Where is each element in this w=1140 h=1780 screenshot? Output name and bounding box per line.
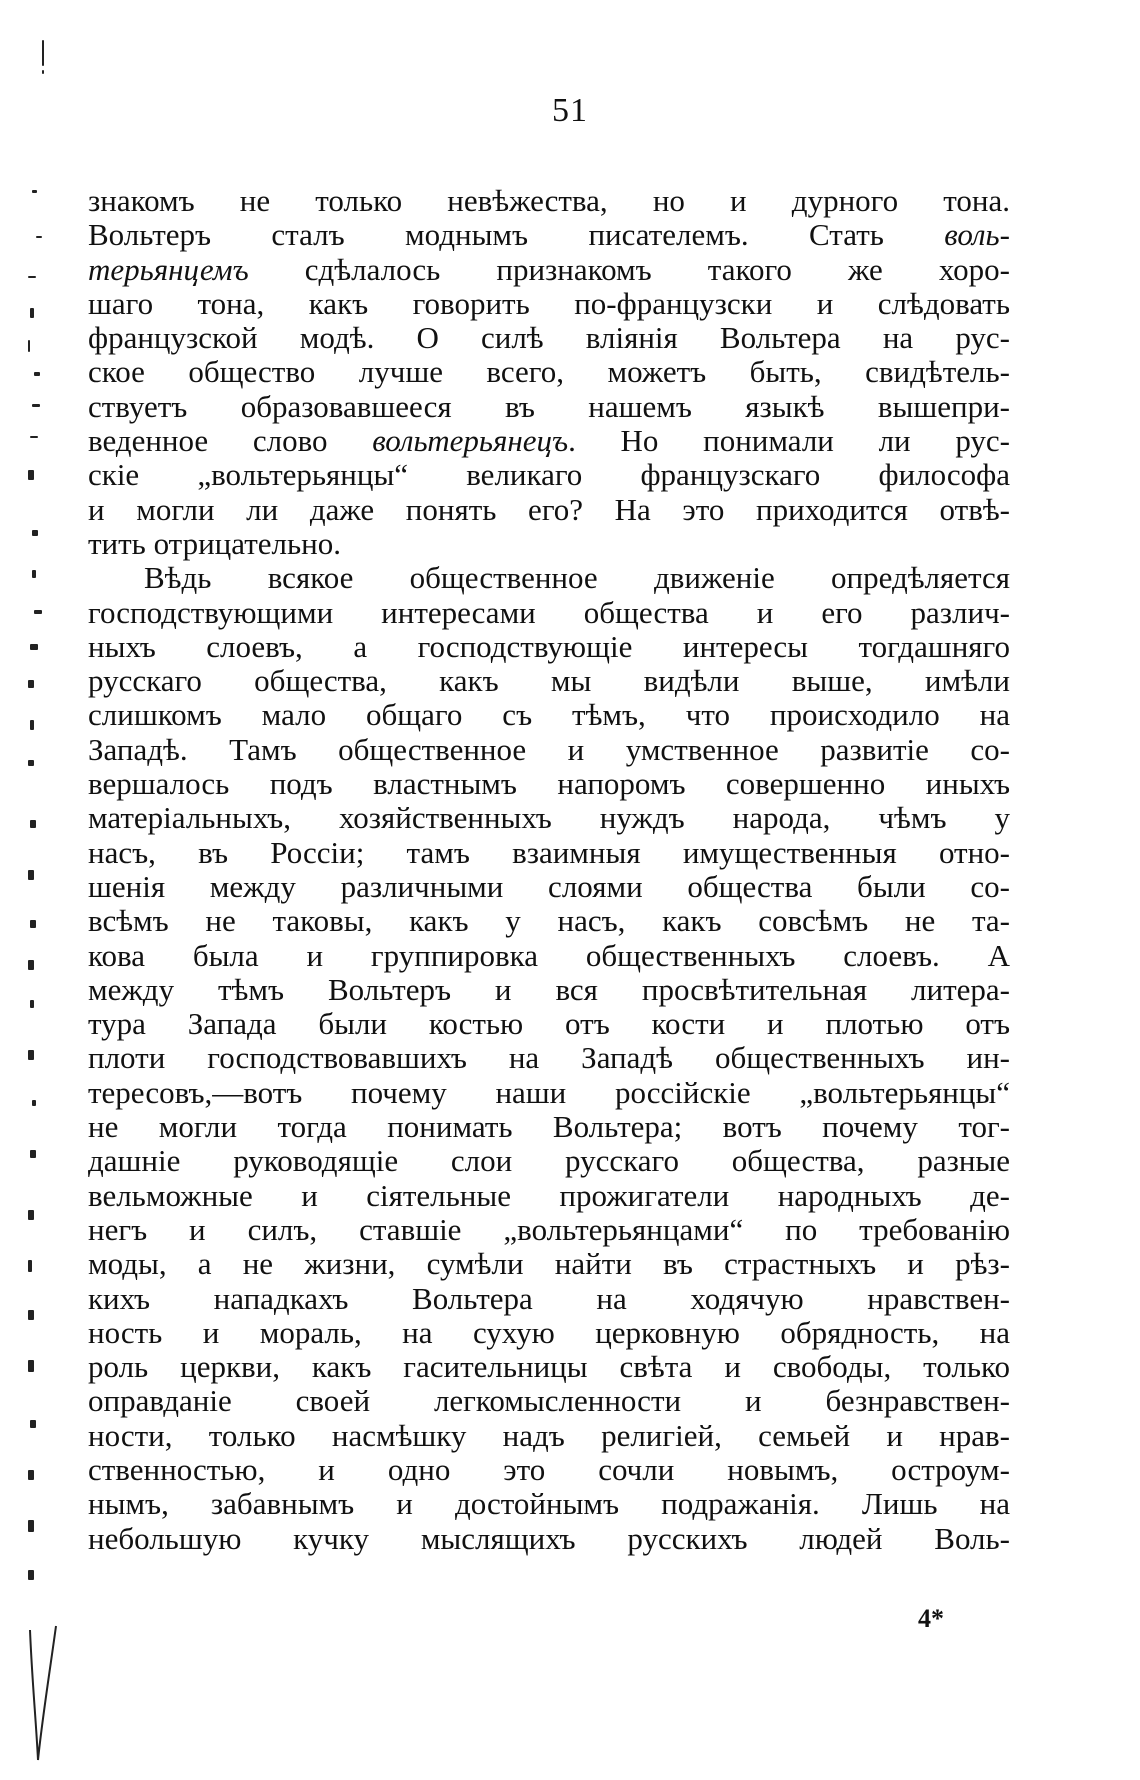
margin-scan-marks [14,40,54,1760]
text-line: французской модѣ. О силѣ вліянія Вольтера на рус- [88,320,1010,356]
text-line: насъ, въ Россіи; тамъ взаимныя имущественныя отно- [88,834,1010,870]
text-line: шаго тона, какъ говорить по-французски и слѣдовать [88,285,1010,321]
text-line: матеріальныхъ, хозяйственныхъ нуждъ народа, чѣмъ у [88,800,1010,836]
text-line: господствующими интересами общества и его различ- [88,594,1010,630]
text-line: Вѣдь всякое общественное движеніе опредѣляется [144,560,1010,596]
text-line: не могли тогда понимать Вольтера; вотъ почему тог- [88,1109,1010,1145]
page-number: 51 [552,92,588,129]
text-line: ское общество лучше всего, можетъ быть, свидѣтель- [88,354,1010,390]
text-line: всѣмъ не таковы, какъ у насъ, какъ совсѣмъ не та- [88,903,1010,939]
text-line: ствуетъ образовавшееся въ нашемъ языкѣ вышепри- [88,388,1010,424]
italic-term: воль- [944,217,1010,253]
text-line: ственностью, и одно это сочли новымъ, остроум- [88,1451,1010,1487]
signature-mark: 4* [918,1604,944,1633]
pencil-mark [26,1620,66,1770]
text-line: ность и мораль, на сухую церковную обрядность, на [88,1314,1010,1350]
text-span: . Но понимали ли рус- [568,423,1011,459]
text-line: шенія между различными слоями общества были со- [88,868,1010,904]
text-line: кихъ нападкахъ Вольтера на ходячую нравствен- [88,1280,1010,1316]
text-line: тура Запада были костью отъ кости и плотью отъ [88,1006,1010,1042]
text-line: моды, а не жизни, сумѣли найти въ страстныхъ и рѣз- [88,1246,1010,1282]
text-line: плоти господствовавшихъ на Западѣ общественныхъ ин- [88,1040,1010,1076]
text-line: дашніе руководящіе слои русскаго общества, разные [88,1143,1010,1179]
text-span: веденное слово [88,423,373,459]
text-line: русскаго общества, какъ мы видѣли выше, имѣли [88,663,1010,699]
italic-term: вольтерьянецъ [372,423,569,459]
text-line: оправданіе своей легкомысленности и безнравствен- [88,1383,1010,1419]
text-line: ныхъ слоевъ, а господствующіе интересы тогдашняго [88,628,1010,664]
text-line: вершалось подъ властнымъ напоромъ совершенно иныхъ [88,766,1010,802]
text-line: тить отрицательно. [88,525,341,561]
text-line: слишкомъ мало общаго съ тѣмъ, что происходило на [88,697,1010,733]
body-text [88,184,1010,1556]
text-line: скіе „вольтерьянцы“ великаго французскаго философа [88,457,1010,493]
text-line [88,218,1010,252]
text-line: небольшую кучку мыслящихъ русскихъ людей Воль- [88,1520,1010,1556]
text-line: ности, только насмѣшку надъ религіей, семьей и нрав- [88,1417,1010,1453]
text-line: кова была и группировка общественныхъ слоевъ. А [88,937,1010,973]
text-line: роль церкви, какъ гасительницы свѣта и свободы, только [88,1349,1010,1385]
text-line: и могли ли даже понять его? На это приходится отвѣ- [88,491,1010,527]
text-line [88,253,1010,287]
text-line: негъ и силъ, ставшіе „вольтерьянцами“ по требованію [88,1211,1010,1247]
italic-term: терьянцемъ [88,251,249,287]
text-line [88,424,1010,458]
text-line: вельможные и сіятельные прожигатели народныхъ де- [88,1177,1010,1213]
text-line: нымъ, забавнымъ и достойнымъ подражанія. Лишь на [88,1486,1010,1522]
text-line: тересовъ,—вотъ почему наши россійскіе „вольтерьянцы“ [88,1074,1010,1110]
text-span: Вольтеръ сталъ моднымъ писателемъ. Стать [88,217,945,253]
text-line: Западѣ. Тамъ общественное и умственное развитіе со- [88,731,1010,767]
text-line: между тѣмъ Вольтеръ и вся просвѣтительная литера- [88,971,1010,1007]
text-span: сдѣлалось признакомъ такого же хоро- [248,251,1010,287]
text-line: знакомъ не только невѣжества, но и дурного тона. [88,183,1010,218]
